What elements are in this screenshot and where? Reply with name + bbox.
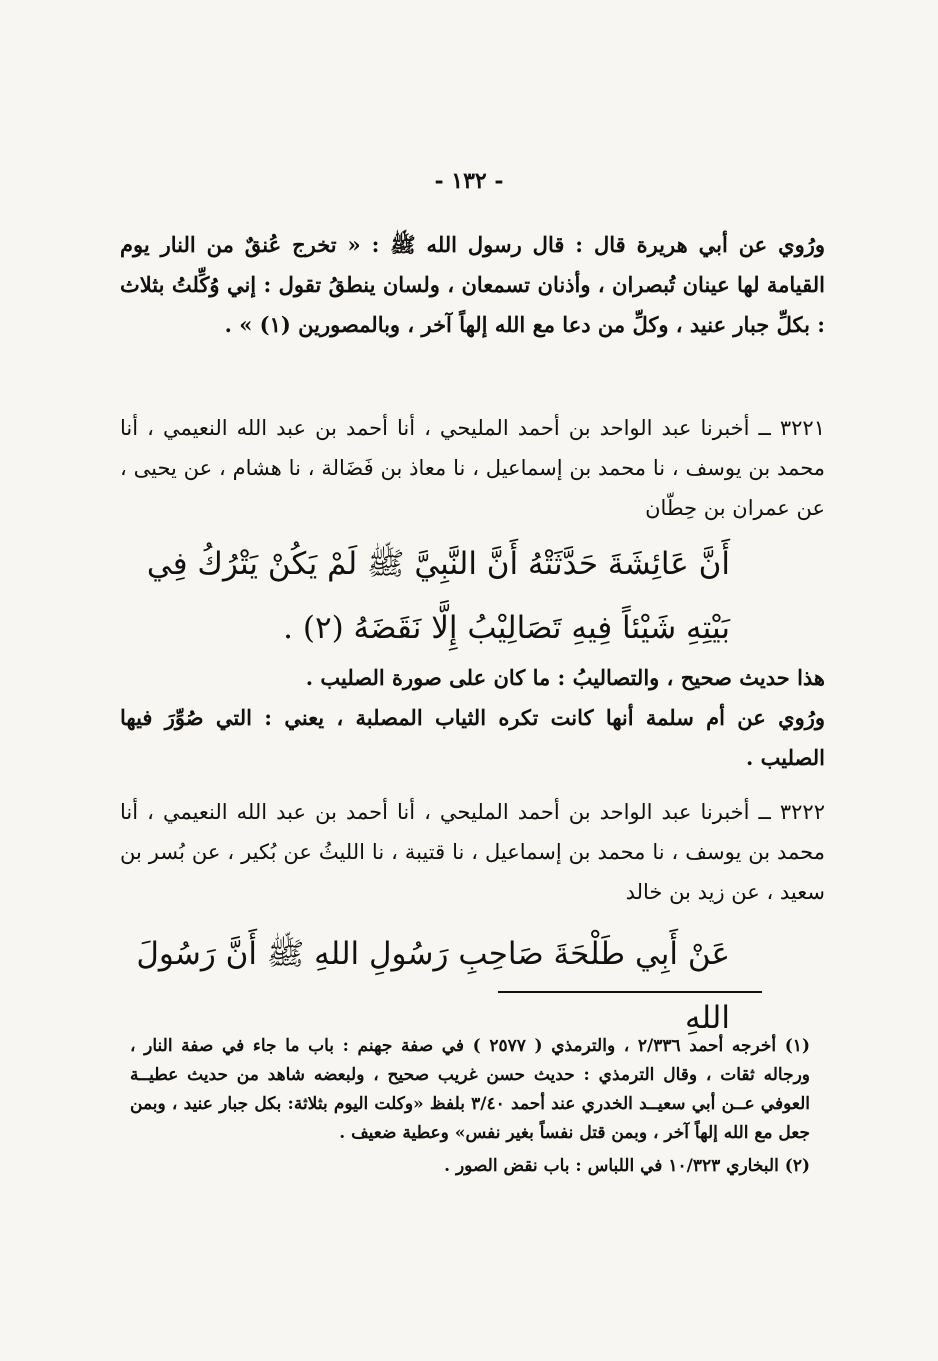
isnad-3221: ٣٢٢١ ــ أخبرنا عبد الواحد بن أحمد المليحي ، أنا أحمد بن عبد الله النعيمي ، أنا محمد بن يوسف ، نا محمد بن إسماعيل ، نا معاذ بن فَضَالة ، نا هشام ، عن يحيى ، عن عمران بن حِطّان bbox=[120, 416, 825, 520]
footnote-2: (٢) البخاري ١٠/٣٢٣ في اللباس : باب نقض الصور . bbox=[444, 1156, 810, 1176]
matn-3222: عَنْ أَبِي طَلْحَةَ صَاحِبِ رَسُولِ اللهِ ﷺ أَنَّ رَسُولَ اللهِ bbox=[136, 936, 730, 1036]
isnad-3222: ٣٢٢٢ ــ أخبرنا عبد الواحد بن أحمد المليحي ، أنا أحمد بن عبد الله النعيمي ، أنا محمد بن يوسف ، نا محمد بن إسماعيل ، نا قتيبة ، نا الليثُ عن بُكير ، عن بُسر بن سعيد ، عن زيد بن خالد bbox=[120, 800, 825, 904]
footnote-divider bbox=[498, 991, 762, 993]
commentary-tasalib: هذا حديث صحيح ، والتصاليبُ : ما كان على صورة الصليب . bbox=[305, 665, 825, 690]
footnotes bbox=[130, 1032, 810, 1181]
page-number: - ١٣٢ - bbox=[434, 168, 504, 194]
paragraph-abu-hurayra: ورُوي عن أبي هريرة قال : قال رسول الله ﷺ : « تخرج عُنقٌ من النار يوم القيامة لها عينان تُبصران ، وأذنان تسمعان ، ولسان ينطقُ تقول : إني وُكِّلتُ بثلاث : بكلِّ جبار عنيد ، وكلِّ من دعا مع الله إلهاً آخر ، وبالمصورين (١) » . bbox=[120, 232, 825, 337]
footnote-1: (١) أخرجه أحمد ٢/٣٣٦ ، والترمذي ( ٢٥٧٧ ) في صفة جهنم : باب ما جاء في صفة النار ، ورجاله ثقات ، وقال الترمذي : حديث حسن غريب صحيح ، ولبعضه شاهد من حديث عطيــة العوفي عــن أبي سعيــد الخدري عند أحمد ٣/٤٠ بلفظ «وكلت اليوم بثلاثة: بكل جبار عنيد ، وبمن جعل مع الله إلهاً آخر ، وبمن قتل نفساً بغير نفس» وعطية ضعيف . bbox=[130, 1036, 810, 1143]
commentary-umm-salama: ورُوي عن أم سلمة أنها كانت تكره الثياب المصلبة ، يعني : التي صُوِّرَ فيها الصليب . bbox=[120, 705, 825, 770]
matn-3221: أَنَّ عَائِشَةَ حَدَّثَتْهُ أَنَّ النَّبِيَّ ﷺ لَمْ يَكُنْ يَتْرُكُ فِي بَيْتِهِ شَيْئاً فِيهِ تَصَالِيْبُ إِلَّا نَقَضَهُ (٢) . bbox=[146, 546, 730, 646]
